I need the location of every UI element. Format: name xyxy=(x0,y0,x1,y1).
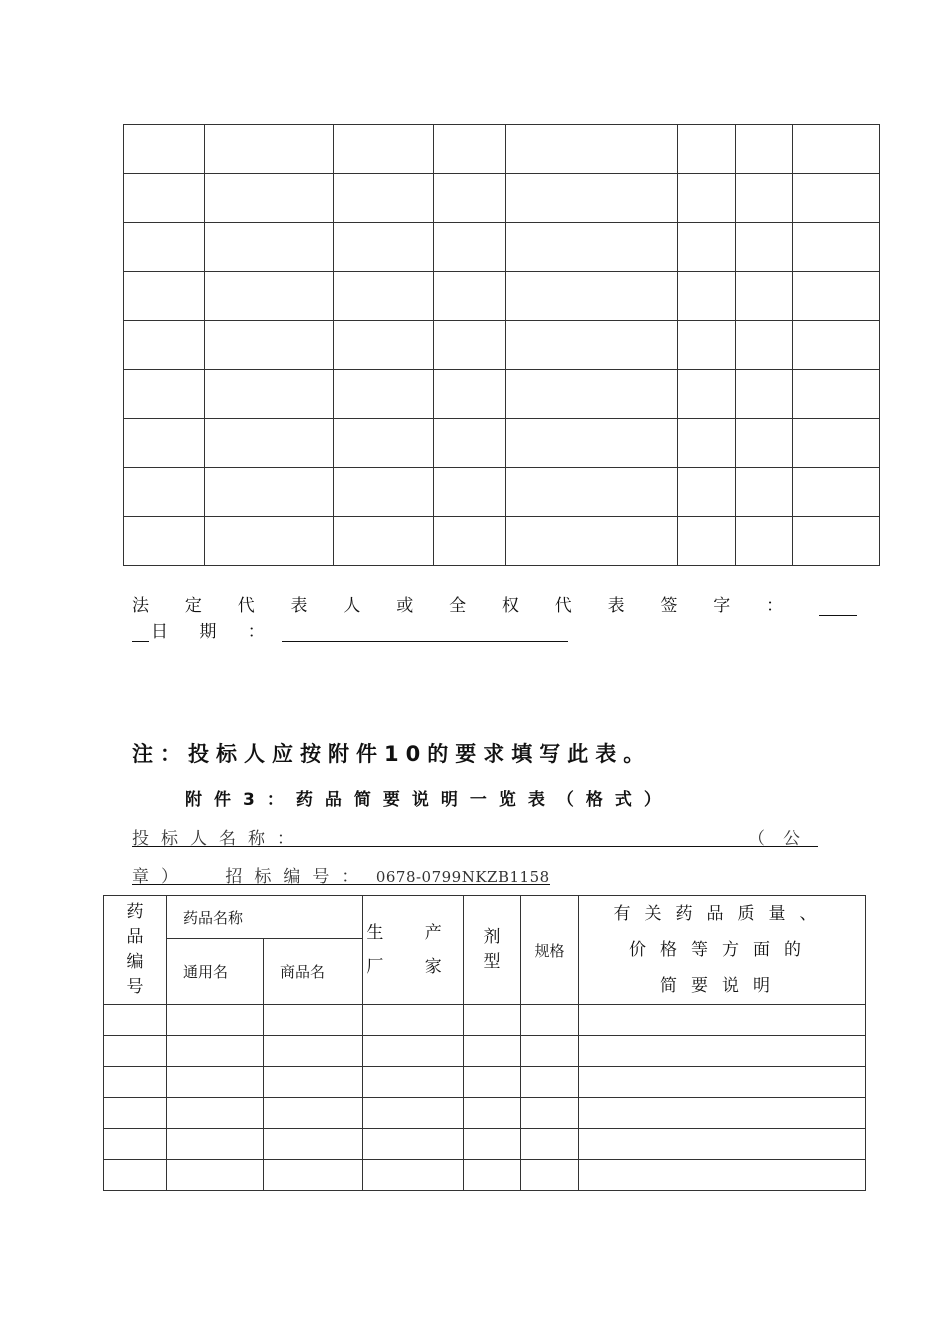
table-row xyxy=(104,1098,866,1129)
seal-note-open: （公 xyxy=(748,829,818,849)
table-row xyxy=(124,272,880,321)
blank-form-table xyxy=(123,124,880,566)
date-label: 日 期 ： xyxy=(151,622,278,642)
table-cell[interactable] xyxy=(104,1160,167,1191)
table-row xyxy=(104,1005,866,1036)
table-row xyxy=(104,1067,866,1098)
table-cell[interactable] xyxy=(334,517,434,566)
table-cell[interactable] xyxy=(334,272,434,321)
table-cell[interactable] xyxy=(579,1067,866,1098)
table-cell[interactable] xyxy=(678,370,736,419)
table-cell[interactable] xyxy=(521,1129,579,1160)
header-dosage-form: 剂型 xyxy=(464,896,521,1005)
table-cell[interactable] xyxy=(678,125,736,174)
table-cell[interactable] xyxy=(464,1129,521,1160)
signature-char: 人 xyxy=(343,596,361,616)
signature-char: 法 xyxy=(132,596,149,616)
signature-blank-continued[interactable] xyxy=(132,623,149,642)
table-cell[interactable] xyxy=(434,419,506,468)
table-cell[interactable] xyxy=(434,321,506,370)
table-cell[interactable] xyxy=(205,174,334,223)
fill-instruction-note: 注：投标人应按附件10的要求填写此表。 xyxy=(132,742,652,766)
table-cell[interactable] xyxy=(464,1067,521,1098)
signature-char: ： xyxy=(766,596,784,616)
table-cell[interactable] xyxy=(579,1036,866,1067)
signature-char: 表 xyxy=(290,596,308,616)
signature-char: 或 xyxy=(396,596,414,616)
signature-char: 签 xyxy=(660,596,678,616)
table-cell[interactable] xyxy=(334,223,434,272)
table-cell[interactable] xyxy=(521,1160,579,1191)
table-cell[interactable] xyxy=(205,272,334,321)
table-cell[interactable] xyxy=(793,468,880,517)
signature-char: 全 xyxy=(449,596,467,616)
table-cell[interactable] xyxy=(363,1005,464,1036)
table-cell[interactable] xyxy=(434,272,506,321)
table-cell[interactable] xyxy=(793,321,880,370)
table-cell[interactable] xyxy=(678,321,736,370)
table-cell[interactable] xyxy=(124,419,205,468)
table-cell[interactable] xyxy=(506,321,678,370)
table-cell[interactable] xyxy=(264,1129,363,1160)
table-cell[interactable] xyxy=(579,1129,866,1160)
table-cell[interactable] xyxy=(464,1098,521,1129)
table-cell[interactable] xyxy=(736,370,793,419)
table-cell[interactable] xyxy=(434,517,506,566)
table-row xyxy=(124,370,880,419)
table-cell[interactable] xyxy=(264,1098,363,1129)
table-header-row xyxy=(104,896,866,939)
table-cell[interactable] xyxy=(124,174,205,223)
signature-blank[interactable] xyxy=(819,597,857,616)
table-cell[interactable] xyxy=(736,419,793,468)
table-cell[interactable] xyxy=(434,125,506,174)
table-cell[interactable] xyxy=(124,468,205,517)
table-cell[interactable] xyxy=(205,223,334,272)
table-cell[interactable] xyxy=(464,1005,521,1036)
table-cell[interactable] xyxy=(104,1098,167,1129)
table-cell[interactable] xyxy=(434,223,506,272)
bid-number-value: 0678-0799NKZB1158 xyxy=(375,868,550,886)
table-cell[interactable] xyxy=(506,419,678,468)
table-cell[interactable] xyxy=(167,1005,264,1036)
header-spec: 规格 xyxy=(521,896,579,1005)
date-blank[interactable] xyxy=(282,623,568,642)
table-cell[interactable] xyxy=(579,1160,866,1191)
table-cell[interactable] xyxy=(506,223,678,272)
table-cell[interactable] xyxy=(736,321,793,370)
table-cell[interactable] xyxy=(124,370,205,419)
table-cell[interactable] xyxy=(506,370,678,419)
table-cell[interactable] xyxy=(434,370,506,419)
table-cell[interactable] xyxy=(205,468,334,517)
table-cell[interactable] xyxy=(521,1098,579,1129)
table-cell[interactable] xyxy=(205,419,334,468)
table-row xyxy=(104,1160,866,1191)
table-cell[interactable] xyxy=(464,1160,521,1191)
table-cell[interactable] xyxy=(793,125,880,174)
signature-char: 定 xyxy=(184,596,202,616)
table-row xyxy=(124,125,880,174)
table-cell[interactable] xyxy=(167,1067,264,1098)
table-cell[interactable] xyxy=(464,1036,521,1067)
bidder-name-label: 投标人名称： xyxy=(132,829,306,849)
date-line xyxy=(132,616,568,642)
table-cell[interactable] xyxy=(678,468,736,517)
table-cell[interactable] xyxy=(205,370,334,419)
table-row xyxy=(124,517,880,566)
header-drug-no: 药品编号 xyxy=(104,896,167,1005)
table-row xyxy=(124,468,880,517)
table-cell[interactable] xyxy=(124,223,205,272)
table-cell[interactable] xyxy=(334,468,434,517)
table-cell[interactable] xyxy=(678,174,736,223)
signature-char: 表 xyxy=(607,596,625,616)
table-cell[interactable] xyxy=(793,419,880,468)
table-cell[interactable] xyxy=(506,468,678,517)
table-cell[interactable] xyxy=(363,1129,464,1160)
table-cell[interactable] xyxy=(264,1036,363,1067)
table-row xyxy=(104,1129,866,1160)
table-cell[interactable] xyxy=(363,1098,464,1129)
table-cell[interactable] xyxy=(334,125,434,174)
table-cell[interactable] xyxy=(736,174,793,223)
table-cell[interactable] xyxy=(104,1067,167,1098)
signature-line xyxy=(132,590,857,616)
table-cell[interactable] xyxy=(678,517,736,566)
table-cell[interactable] xyxy=(205,321,334,370)
table-cell[interactable] xyxy=(334,419,434,468)
table-cell[interactable] xyxy=(793,517,880,566)
table-cell[interactable] xyxy=(104,1005,167,1036)
table-cell[interactable] xyxy=(521,1036,579,1067)
table-cell[interactable] xyxy=(521,1005,579,1036)
table-cell[interactable] xyxy=(124,272,205,321)
table-cell[interactable] xyxy=(736,272,793,321)
table-cell[interactable] xyxy=(334,174,434,223)
table-cell[interactable] xyxy=(579,1005,866,1036)
table-cell[interactable] xyxy=(678,272,736,321)
table-cell[interactable] xyxy=(264,1067,363,1098)
table-cell[interactable] xyxy=(124,125,205,174)
table-row xyxy=(124,223,880,272)
signature-char: 字 xyxy=(713,596,731,616)
table-row xyxy=(124,419,880,468)
table-cell[interactable] xyxy=(264,1005,363,1036)
table-cell[interactable] xyxy=(104,1036,167,1067)
table-cell[interactable] xyxy=(167,1160,264,1191)
table-cell[interactable] xyxy=(334,370,434,419)
annex-title: 附件3：药品简要说明一览表（格式） xyxy=(185,790,673,810)
table-cell[interactable] xyxy=(678,419,736,468)
table-cell[interactable] xyxy=(678,223,736,272)
table-cell[interactable] xyxy=(506,272,678,321)
table-cell[interactable] xyxy=(205,517,334,566)
table-cell[interactable] xyxy=(363,1160,464,1191)
table-cell[interactable] xyxy=(736,468,793,517)
seal-note-close: 章） xyxy=(132,867,190,887)
table-cell[interactable] xyxy=(104,1129,167,1160)
table-cell[interactable] xyxy=(521,1067,579,1098)
table-cell[interactable] xyxy=(363,1036,464,1067)
bid-number-label: 招标编号： xyxy=(225,867,371,887)
table-cell[interactable] xyxy=(434,174,506,223)
table-cell[interactable] xyxy=(167,1036,264,1067)
table-cell[interactable] xyxy=(167,1129,264,1160)
header-manufacturer: 生 产 厂 家 xyxy=(363,896,464,1005)
table-cell[interactable] xyxy=(506,517,678,566)
header-trade-name: 商品名 xyxy=(264,939,363,1005)
table-cell[interactable] xyxy=(736,223,793,272)
table-cell[interactable] xyxy=(124,321,205,370)
table-cell[interactable] xyxy=(434,468,506,517)
table-cell[interactable] xyxy=(579,1098,866,1129)
header-drug-name: 药品名称 xyxy=(167,896,363,939)
header-description: 有关药品质量、 价格等方面的 简要说明 xyxy=(579,896,866,1005)
table-cell[interactable] xyxy=(506,174,678,223)
table-row xyxy=(124,321,880,370)
table-cell[interactable] xyxy=(334,321,434,370)
bidder-name-line[interactable] xyxy=(132,824,818,847)
table-row xyxy=(104,1036,866,1067)
table-cell[interactable] xyxy=(793,223,880,272)
table-cell[interactable] xyxy=(363,1067,464,1098)
table-cell[interactable] xyxy=(205,125,334,174)
table-cell[interactable] xyxy=(793,272,880,321)
table-cell[interactable] xyxy=(793,370,880,419)
signature-char: 权 xyxy=(501,596,519,616)
table-row xyxy=(124,174,880,223)
header-generic-name: 通用名 xyxy=(167,939,264,1005)
bid-number-line xyxy=(132,862,550,885)
table-cell[interactable] xyxy=(264,1160,363,1191)
table-cell[interactable] xyxy=(736,517,793,566)
table-cell[interactable] xyxy=(793,174,880,223)
table-cell[interactable] xyxy=(124,517,205,566)
signature-char: 代 xyxy=(554,596,572,616)
table-cell[interactable] xyxy=(506,125,678,174)
table-cell[interactable] xyxy=(167,1098,264,1129)
signature-char: 代 xyxy=(237,596,255,616)
table-cell[interactable] xyxy=(736,125,793,174)
drug-summary-table xyxy=(103,895,866,1191)
